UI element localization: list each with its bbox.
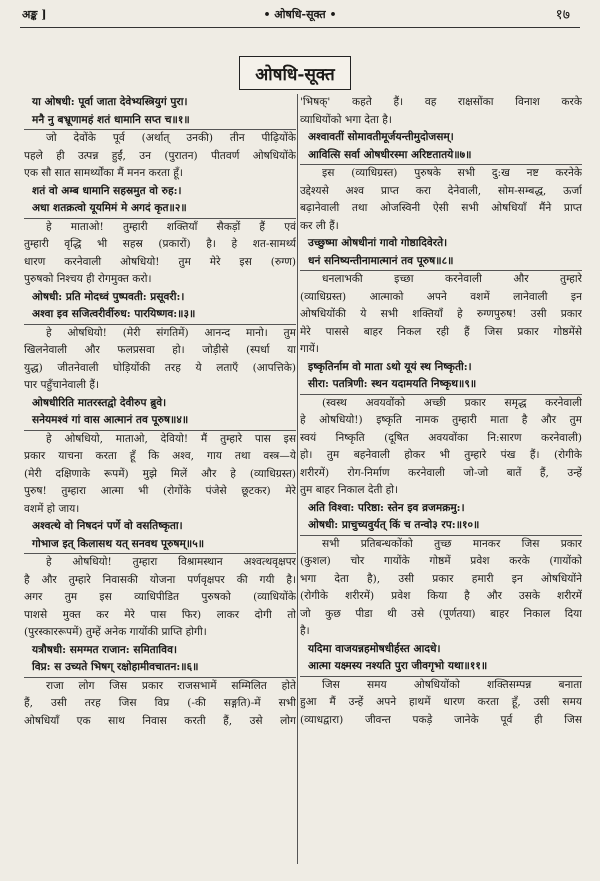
verse-line: ओषधी: प्रति मोदध्वं पुष्पवती: प्रसूवरी:। [32, 290, 185, 303]
text-line: हे ओषधियो! (मेरी संगतिमें) आनन्द मानो। तुम [46, 326, 296, 339]
page-header [0, 0, 600, 26]
text-line: हे ओषधियो, माताओ, देवियो! मैं तुम्हारे पास इस [46, 432, 296, 445]
text-line: राजा लोग जिस प्रकार राजसभामें सम्मिलित होते [46, 679, 296, 692]
verse-line: मनै नु बभ्रूणामहं शतं धामानि सप्त च॥१॥ [24, 112, 296, 131]
text-line: ओषधियाँ एक साथ निवास करती हैं, उसे लोग [24, 714, 296, 727]
verse-line: शतं वो अम्ब धामानि सहस्रमुत वो रुह:। [32, 184, 182, 197]
text-line: बढ़ानेवाली तथा ओजस्विनी ऐसी सभी ओषधियाँ मैंने प्राप्त [300, 202, 582, 214]
verse-line: अति विश्वा: परिष्ठा: स्तेन इव व्रजमक्रमु:। [308, 501, 465, 514]
text-line: हे माताओ! तुम्हारी शक्तियाँ सैकड़ों हैं एवं [46, 220, 296, 233]
text-line: पार पहुँचानेवाली हैं। [24, 379, 100, 391]
text-line: गायें। [300, 343, 319, 355]
text-line: हैं, उसी तरह जिस विप्र (-की सङ्गति)-में सभी [24, 697, 296, 709]
text-line: स्वयं निष्कृति (दूषित अवयवोंका नि:सारण करनेवाली) [300, 431, 582, 444]
text-line: ओषधियोंकी ये सभी शक्तियाँ हे रुग्णपुरुष! उसी प्रकार [300, 308, 582, 320]
text-line: (मेरी दक्षिणाके रूपमें) मुझे मिलें और हे (व्याधिग्रस्त) [24, 467, 296, 480]
text-line: (व्याधिग्रस्त) आत्माको अपने वशमें लानेवाली इन [300, 290, 582, 303]
text-line: प्रकार याचना करता हूँ कि अश्व, गाय तथा वस्त्र—ये [24, 450, 296, 462]
verse-line: ओषधी: प्राचुच्यवुर्यत् किं च तन्वो३ रप:॥१०॥ [300, 517, 582, 536]
text-line: पुरुष! तुम्हारा आत्मा भी (रोगोंके पंजेसे छूटकर) मेरे [24, 485, 296, 497]
text-line: वशमें हो जाय। [24, 502, 80, 515]
text-line: (कुशल) चोर गायोंके गोष्ठमें प्रवेश करके (गायोंको [300, 555, 582, 567]
text-line: शरीरमें) रोग-निर्माण करनेवाली जो-जो बातें हैं, उन्हें [300, 466, 582, 479]
verse-line: धनं सनिष्यन्तीनामात्मानं तव पूरुष॥८॥ [300, 253, 582, 272]
text-line: हो। तुम बहनेवाली होकर भी तुम्हारे पंख हैं। (रोगीके [300, 449, 582, 461]
text-line: हे ओषधियो! तुम्हारा विश्रामस्थान अश्वत्थवृक्षपर [46, 556, 296, 568]
text-line: जिस समय ओषधियोंको शक्तिसम्पन्न बनाता [322, 678, 582, 691]
verse-line: अश्वा इव सजित्वरीर्वीरुध: पारयिष्णव:॥३॥ [24, 306, 296, 325]
text-line: 'भिषक्' कहते हैं। वह राक्षसोंका विनाश करके [300, 96, 582, 108]
verse-line: यदिमा वाजयन्नहमोषधीर्हस्त आदधे। [308, 642, 441, 655]
verse-line: गोभाज इत् किलासथ यत् सनवथ पूरुषम्॥५॥ [24, 536, 296, 555]
page-title-text: ओषधि-सूक्त [255, 64, 335, 85]
issue-label: अङ्क ] [22, 8, 47, 21]
text-line: मेरे पाससे बाहर निकल रही हैं जिस प्रकार गोष्ठमेंसे [300, 325, 582, 338]
text-line: उद्देश्यसे अश्व प्राप्त करा देनेवाली, सोम-सम्बद्ध, ऊर्जा [300, 184, 582, 197]
text-line: (पुरस्काररूपमें) तुम्हें अनेक गायोंकी प्राप्ति होगी। [24, 626, 207, 638]
verse-line: अश्वावतीं सोमावतीमूर्जयन्तीमुदोजसम्। [308, 131, 454, 143]
text-line: धारण करनेवाली ओषधियो! तुम मेरे इस (रुग्ण) [24, 255, 296, 268]
text-line: व्याधियोंको भगा देता है। [300, 113, 392, 126]
text-line: सभी प्रतिबन्धकोंको तुच्छ मानकर जिस प्रकार [322, 537, 582, 550]
text-line: अगर तुम इस व्याधिपीडित पुरुषको (व्याधियोंके [24, 591, 296, 603]
text-line: इस (व्याधिग्रस्त) पुरुषके सभी दु:ख नष्ट करनेके [322, 167, 582, 179]
text-line: भगा देता है), उसी प्रकार हमारी इन ओषधियोंने [300, 572, 582, 585]
text-line: (व्याधद्वारा) जीवन्त पकड़े जानेके पूर्व ही जिस [300, 713, 582, 726]
text-line: (स्वस्थ अवयवोंको अच्छी प्रकार समृद्ध करनेवाली [322, 396, 582, 409]
verse-line: यत्रौषधी: समग्मत राजान: समिताविव। [32, 643, 177, 656]
left-column [24, 94, 296, 730]
verse-line: ओषधीरिति मातरस्तद्वो देवीरुप ब्रुवे। [32, 396, 167, 409]
text-line: तुम्हारी वृद्धि भी सहस्र (प्रकारों) है। हे शत-सामर्थ्य [24, 238, 296, 250]
text-line: खिलनेवाली और फलप्रसवा हो। जोड़ीसे (स्पर्धा या [24, 344, 296, 356]
verse-line: या ओषधी: पूर्वा जाता देवेभ्यस्त्रियुगं पुरा। [32, 96, 188, 108]
text-line: (रोगीके शरीरमें) प्रवेश किया है और उसके शरीरमें [300, 590, 582, 602]
column-divider [297, 94, 298, 864]
text-line: पाशसे मुक्त कर मेरे पास फिर) लाकर दोगी तो [24, 608, 296, 621]
verse-line: अधा शतक्रत्वो यूयमिमं मे अगदं कृत॥२॥ [24, 200, 296, 219]
verse-line: आवित्सि सर्वा ओषधीरस्मा अरिष्टतातये॥७॥ [300, 147, 582, 166]
text-line: पुरुषको निश्चय ही रोगमुक्त करो। [24, 273, 152, 285]
header-rule [20, 27, 580, 28]
verse-line: आत्मा यक्ष्मस्य नश्यति पुरा जीवगृभो यथा॥११॥ [300, 658, 582, 677]
text-line: जो कुछ पीडा थी उसे (पूर्णतया) बाहर निकाल दिया [300, 607, 582, 620]
text-line: तुम बाहर निकाल देती हो। [300, 484, 399, 496]
verse-line: अश्वत्थे वो निषदनं पर्णे वो वसतिष्कृता। [32, 520, 183, 532]
text-line: युद्ध) जीतनेवाली घोड़ियोंकी तरह ये लताएँ (आपत्तिके) [24, 361, 296, 374]
right-column [300, 94, 582, 729]
page-number: १७ [555, 7, 570, 23]
text-line: कर ली हैं। [300, 219, 339, 232]
text-line: धनलाभकी इच्छा करनेवाली और तुम्हारे [322, 273, 582, 285]
text-line: जो देवोंके पूर्व (अर्थात् उनकी) तीन पीढ़ियोंके [46, 132, 296, 144]
verse-line: विप्र: स उच्यते भिषग् रक्षोहामीवचातन:॥६॥ [24, 659, 296, 678]
text-line: हे ओषधियो!) इष्कृति नामक तुम्हारी माता है और तुम [300, 414, 582, 426]
text-line: है और तुम्हारे निवासकी योजना पर्णवृक्षपर की गयी है। [24, 573, 296, 586]
text-line: है। [300, 625, 310, 637]
text-line: पहले ही उत्पन्न हुईं, उन (पुरातन) पीतवर्ण ओषधियोंके [24, 149, 296, 162]
verse-line: इष्कृतिर्नाम वो माता ऽथो यूयं स्थ निष्कृती:। [308, 360, 472, 373]
verse-line: उच्छुष्मा ओषधीनां गावो गोष्ठादिवेरते। [308, 237, 448, 249]
running-title: • ओषधि-सूक्त • [263, 8, 337, 21]
text-line: हुआ मैं उन्हें अपने हाथमें धारण करता हूँ, उसी समय [300, 696, 582, 708]
page-title [239, 56, 351, 90]
verse-line: सनेयमश्वं गां वास आत्मानं तव पूरुष॥४॥ [24, 412, 296, 431]
text-line: एक सौ सात सामर्थ्योंका मैं मनन करता हूँ। [24, 167, 183, 179]
verse-line: सीरा: पतत्रिणी: स्थन यदामयति निष्कृथ॥९॥ [300, 376, 582, 395]
